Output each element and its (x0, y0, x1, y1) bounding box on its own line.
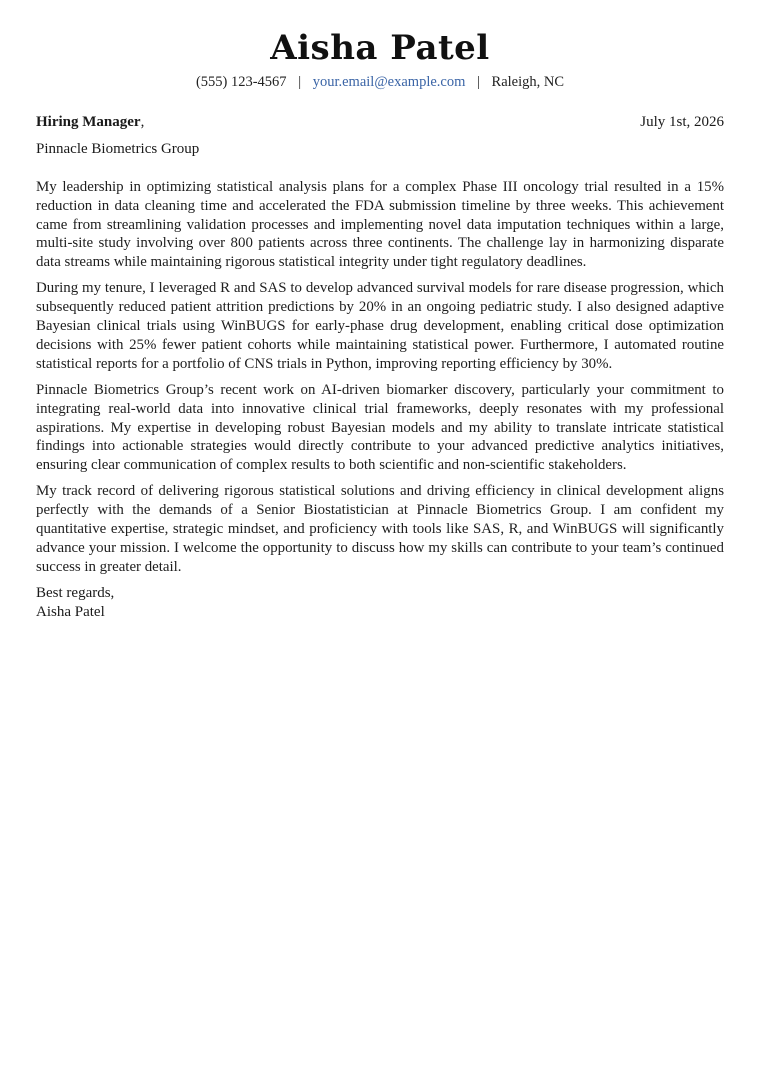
contact-separator: | (298, 74, 302, 90)
letter-body (36, 178, 724, 576)
closing-signature: Aisha Patel (36, 604, 105, 621)
letter-date: July 1st, 2026 (640, 114, 724, 130)
applicant-name: Aisha Patel (270, 28, 490, 68)
phone-number: (555) 123-4567 (195, 74, 287, 90)
letter-closing (36, 584, 724, 622)
contact-separator: | (477, 74, 480, 90)
closing-salutation: Best regards, (36, 585, 115, 602)
contact-line (36, 73, 724, 91)
recipient-title-block (36, 113, 144, 132)
recipient-title: Hiring Manager (36, 114, 141, 130)
location: Raleigh, NC (491, 74, 565, 90)
recipient-company: Pinnacle Biometrics Group (36, 141, 200, 157)
recipient-date-row (36, 113, 724, 132)
email-link[interactable]: your.email@example.com (312, 74, 466, 90)
body-paragraph: During my tenure, I leveraged R and SAS to develop advanced survival models for rare disease progression, which subsequently reduced patient attrition predictions by 20% in an ongoing pediatric study. I also designed adaptive Bayesian clinical trials using WinBUGS for early-phase drug development, enabling critical dose optimization decisions with 25% fewer patient cohorts while maintaining statistical power. Furthermore, I automated routine statistical reports for a portfolio of CNS trials in Python, improving reporting efficiency by 30%. (36, 280, 724, 372)
body-paragraph: Pinnacle Biometrics Group’s recent work on AI-driven biomarker discovery, particularly your commitment to integrating real-world data into innovative clinical trial frameworks, deeply resonates with my professional aspirations. My expertise in developing robust Bayesian models and my ability to translate intricate statistical findings into actionable strategies would directly contribute to your advanced predictive analytics initiatives, ensuring clear communication of complex results to both scientific and non-scientific stakeholders. (36, 381, 724, 474)
recipient-title-comma: , (140, 114, 145, 130)
body-paragraph: My leadership in optimizing statistical analysis plans for a complex Phase III oncology trial resulted in a 15% reduction in data cleaning time and accelerated the FDA submission timeline by three weeks. This achievement came from streamlining validation processes and implementing novel data imputation techniques within a large, multi-site study involving over 800 patients across three continents. The challenge lay in harmonizing disparate data streams while maintaining rigorous statistical integrity under tight regulatory deadlines. (36, 179, 724, 271)
body-paragraph: My track record of delivering rigorous statistical solutions and driving efficiency in clinical development aligns perfectly with the demands of a Senior Biostatistician at Pinnacle Biometrics Group. I am confident my quantitative expertise, strategic mindset, and proficiency with tools like SAS, R, and WinBUGS will significantly advance your mission. I welcome the opportunity to discuss how my skills can contribute to your team’s continued success in greater detail. (36, 483, 724, 575)
